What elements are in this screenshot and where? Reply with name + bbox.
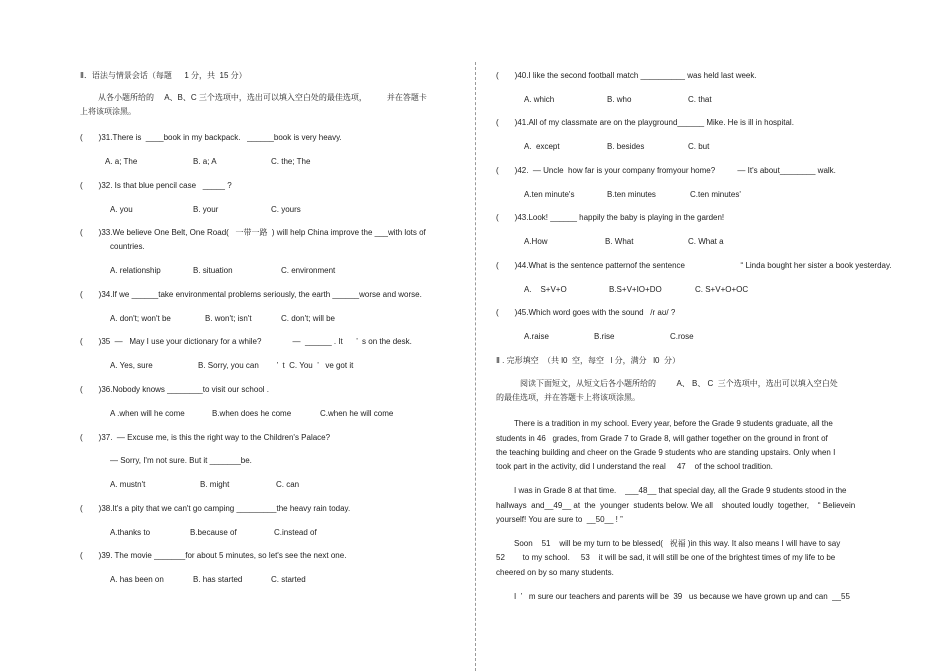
option-38-c: C.instead of bbox=[274, 528, 317, 537]
question-43: ( )43.Look! ______ happily the baby is playing in the garden! bbox=[496, 213, 725, 222]
option-31-b: B. a; A bbox=[193, 157, 217, 166]
option-45-c: C.rose bbox=[670, 332, 694, 341]
question-39: ( )39. The movie _______for about 5 minutes, so let's see the next one. bbox=[80, 551, 347, 560]
grammar-instruction: 从各小题所给的 A、B、C 三个选项中，选出可以填入空白处的最佳选项， 并在答题卡 bbox=[98, 93, 427, 102]
passage-line-8: Soon 51 will be my turn to be blessed( 祝福 )in this way. It also means I will have to say bbox=[514, 539, 841, 548]
grammar-instruction-2: 上将该项涂黑。 bbox=[80, 107, 136, 116]
option-31-c: C. the; The bbox=[271, 157, 311, 166]
option-34-b: B. won't; isn't bbox=[205, 314, 252, 323]
option-33-a: A. relationship bbox=[110, 266, 161, 275]
question-45: ( )45.Which word goes with the sound /r aʊ/ ? bbox=[496, 308, 676, 317]
option-45-b: B.rise bbox=[594, 332, 615, 341]
option-43-b: B. What bbox=[605, 237, 634, 246]
option-37-b: B. might bbox=[200, 480, 230, 489]
question-36: ( )36.Nobody knows ________to visit our school . bbox=[80, 385, 269, 394]
option-37-a: A. mustn't bbox=[110, 480, 146, 489]
option-39-a: A. has been on bbox=[110, 575, 164, 584]
passage-line-1: There is a tradition in my school. Every year, before the Grade 9 students graduate, all the bbox=[514, 419, 833, 428]
option-33-b: B. situation bbox=[193, 266, 233, 275]
option-36-c: C.when he will come bbox=[320, 409, 394, 418]
option-35-a: A. Yes, sure bbox=[110, 361, 153, 370]
passage-line-9: 52 to my school. 53 it will be sad, it will still be one of the brightest times of my life to be bbox=[496, 553, 836, 562]
passage-line-7: yourself! You are sure to __50__ ! ” bbox=[496, 515, 623, 524]
option-37-c: C. can bbox=[276, 480, 300, 489]
option-36-b: B.when does he come bbox=[212, 409, 292, 418]
option-43-a: A.How bbox=[524, 237, 548, 246]
question-38: ( )38.It's a pity that we can't go camping _________the heavy rain today. bbox=[80, 504, 351, 513]
option-44-c: C. S+V+O+OC bbox=[695, 285, 749, 294]
option-44-a: A. S+V+O bbox=[524, 285, 567, 294]
question-31: ( )31.There is ____book in my backpack. ______book is very heavy. bbox=[80, 133, 342, 142]
question-42: ( )42. — Uncle how far is your company fromyour home? — It's about________ walk. bbox=[496, 166, 836, 175]
option-39-b: B. has started bbox=[193, 575, 243, 584]
question-32: ( )32. Is that blue pencil case _____ ? bbox=[80, 181, 232, 190]
question-33: ( )33.We believe One Belt, One Road( 一带一路 ) will help China improve the ___with lots of bbox=[80, 228, 426, 237]
option-40-a: A. which bbox=[524, 95, 555, 104]
cloze-instruction-2: 的最佳选项，并在答题卡上将该项涂黑。 bbox=[496, 393, 640, 402]
column-divider bbox=[475, 62, 476, 671]
passage-line-2: students in 46 grades, from Grade 7 to Grade 8, will gather together on the ground in front of bbox=[496, 434, 828, 443]
cloze-instruction: 阅读下面短文，从短文后各小题所给的 A、 B、 C 三个选项中，选出可以填入空白处 bbox=[520, 379, 838, 388]
cloze-section-title: Ⅱ . 完形填空 （共 l0 空，每空 l 分，满分 l0 分） bbox=[496, 356, 680, 365]
option-44-b: B.S+V+IO+DO bbox=[609, 285, 662, 294]
option-32-c: C. yours bbox=[271, 205, 301, 214]
option-34-c: C. don't; will be bbox=[281, 314, 335, 323]
option-38-a: A.thanks to bbox=[110, 528, 151, 537]
question-40: ( )40.I like the second football match __________ was held last week. bbox=[496, 71, 757, 80]
option-36-a: A .when will he come bbox=[110, 409, 185, 418]
question-33-cont: countries. bbox=[110, 242, 145, 251]
option-45-a: A.raise bbox=[524, 332, 549, 341]
option-43-c: C. What a bbox=[688, 237, 724, 246]
grammar-section-title: Ⅱ．语法与情景会话（每题 1 分，共 15 分） bbox=[80, 71, 247, 80]
question-37-cont: — Sorry, I'm not sure. But it _______be. bbox=[110, 456, 252, 465]
passage-line-4: took part in the activity, did I understand the real 47 of the school tradition. bbox=[496, 462, 773, 471]
option-35-bc: B. Sorry, you can ’ t C. You ’ ve got it bbox=[198, 361, 354, 370]
question-37: ( )37. — Excuse me, is this the right way to the Children's Palace? bbox=[80, 433, 331, 442]
question-44: ( )44.What is the sentence patternof the sentence “ Linda bought her sister a book yesterday. bbox=[496, 261, 892, 270]
option-41-a: A. except bbox=[524, 142, 560, 151]
question-34: ( )34.If we ______take environmental problems seriously, the earth ______worse and worse. bbox=[80, 290, 422, 299]
question-41: ( )41.All of my classmate are on the playground______ Mike. He is ill in hospital. bbox=[496, 118, 794, 127]
option-31-a: A. a; The bbox=[105, 157, 138, 166]
question-35: ( )35 — May I use your dictionary for a while? — ______ . It ’ s on the desk. bbox=[80, 337, 412, 346]
option-32-a: A. you bbox=[110, 205, 133, 214]
passage-line-6: hallways and__49__ at the younger students below. We all shouted loudly together, “ Believein bbox=[496, 501, 856, 510]
passage-line-3: the teaching building and cheer on the Grade 9 students who are standing upstairs. Only when I bbox=[496, 448, 836, 457]
passage-line-10: cheered on by so many students. bbox=[496, 568, 614, 577]
option-38-b: B.because of bbox=[190, 528, 237, 537]
option-34-a: A. don't; won't be bbox=[110, 314, 171, 323]
option-39-c: C. started bbox=[271, 575, 306, 584]
option-40-c: C. that bbox=[688, 95, 712, 104]
option-32-b: B. your bbox=[193, 205, 219, 214]
option-42-a: A.ten minute's bbox=[524, 190, 575, 199]
option-33-c: C. environment bbox=[281, 266, 336, 275]
option-42-b: B.ten minutes bbox=[607, 190, 656, 199]
option-40-b: B. who bbox=[607, 95, 632, 104]
option-42-c: C.ten minutes' bbox=[690, 190, 741, 199]
option-41-c: C. but bbox=[688, 142, 710, 151]
passage-line-11: I ’ m sure our teachers and parents will be 39 us because we have grown up and can __55 bbox=[514, 592, 850, 601]
passage-line-5: I was in Grade 8 at that time. ___48__ that special day, all the Grade 9 students stood in the bbox=[514, 486, 847, 495]
option-41-b: B. besides bbox=[607, 142, 645, 151]
